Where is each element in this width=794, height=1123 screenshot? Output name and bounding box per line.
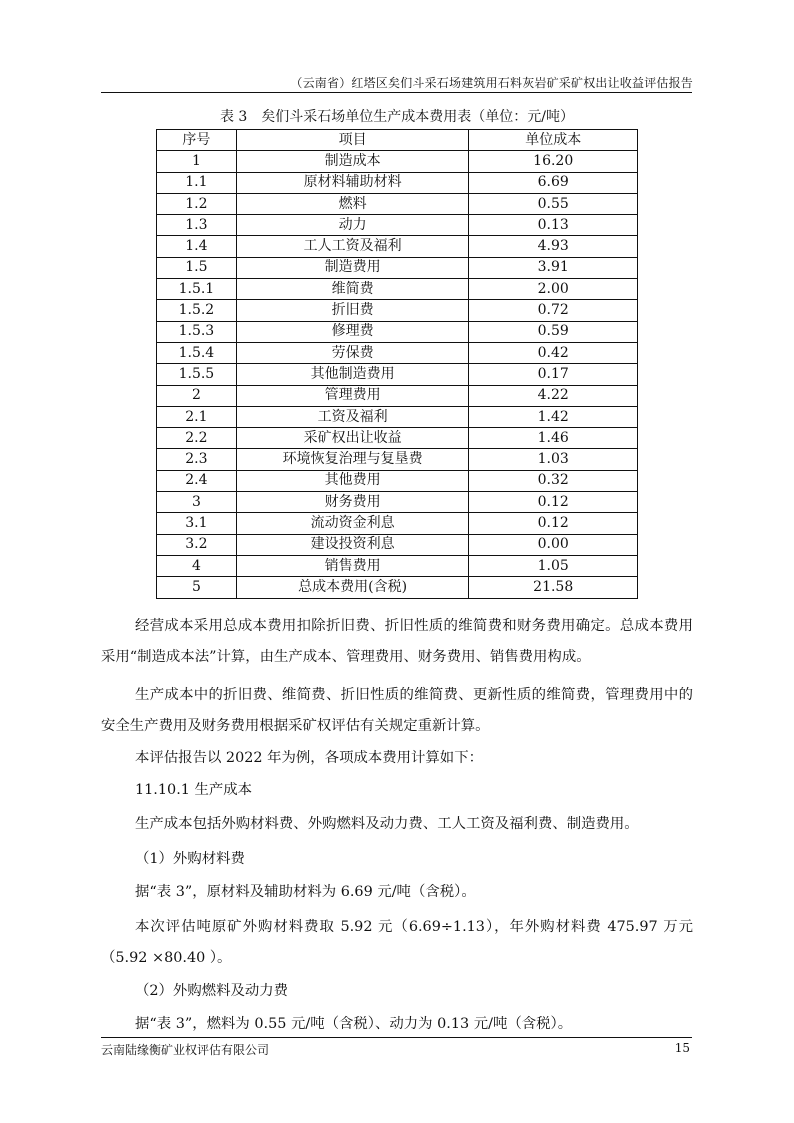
- subheading-purchased-materials: （1）外购材料费: [135, 851, 245, 867]
- cell-index: 1.4: [157, 236, 237, 257]
- cell-unit-cost: 1.42: [469, 406, 638, 427]
- cell-item: 折旧费: [236, 300, 469, 321]
- cell-unit-cost: 3.91: [469, 257, 638, 278]
- cell-index: 4: [157, 555, 237, 576]
- cell-index: 1.5.2: [157, 300, 237, 321]
- cell-item: 制造费用: [236, 257, 469, 278]
- cell-unit-cost: 0.59: [469, 321, 638, 342]
- header-divider: [101, 92, 692, 93]
- cell-unit-cost: 2.00: [469, 279, 638, 300]
- footer-divider: [101, 1037, 692, 1038]
- table-row: [157, 385, 638, 406]
- running-header: （云南省）红塔区矣们斗采石场建筑用石料灰岩矿采矿权出让收益评估报告: [290, 76, 693, 90]
- cell-unit-cost: 0.13: [469, 215, 638, 236]
- table-row: [157, 470, 638, 491]
- table-row: [157, 193, 638, 214]
- cell-item: 流动资金利息: [236, 513, 469, 534]
- cell-item: 工资及福利: [236, 406, 469, 427]
- cell-item: 环境恢复治理与复垦费: [236, 449, 469, 470]
- cell-index: 3.1: [157, 513, 237, 534]
- cell-index: 1.5.4: [157, 342, 237, 363]
- cell-item: 维简费: [236, 279, 469, 300]
- cell-item: 其他制造费用: [236, 364, 469, 385]
- table-row: [157, 492, 638, 513]
- column-header-index: 序号: [157, 130, 237, 151]
- table-row: [157, 555, 638, 576]
- cell-item: 采矿权出让收益: [236, 428, 469, 449]
- column-header-unit-cost: 单位成本: [469, 130, 638, 151]
- table-row: [157, 300, 638, 321]
- cell-item: 修理费: [236, 321, 469, 342]
- table-row: [157, 215, 638, 236]
- paragraph-fuel-power-per-table: 据“表 3”，燃料为 0.55 元/吨（含税）、动力为 0.13 元/吨（含税）。: [135, 1016, 573, 1032]
- cell-unit-cost: 0.32: [469, 470, 638, 491]
- table-row: [157, 236, 638, 257]
- cell-index: 1.5.1: [157, 279, 237, 300]
- cell-index: 1.1: [157, 172, 237, 193]
- cell-index: 3: [157, 492, 237, 513]
- cell-unit-cost: 0.00: [469, 534, 638, 555]
- cell-index: 1: [157, 151, 237, 172]
- cell-item: 动力: [236, 215, 469, 236]
- table-row: [157, 449, 638, 470]
- cell-index: 2.1: [157, 406, 237, 427]
- cell-item: 销售费用: [236, 555, 469, 576]
- table-row: [157, 577, 638, 598]
- cell-item: 劳保费: [236, 342, 469, 363]
- cell-index: 2.2: [157, 428, 237, 449]
- cell-index: 2.3: [157, 449, 237, 470]
- cell-index: 5: [157, 577, 237, 598]
- table-row: [157, 172, 638, 193]
- cell-unit-cost: 4.22: [469, 385, 638, 406]
- cell-index: 1.3: [157, 215, 237, 236]
- paragraph-materials-per-table: 据“表 3”，原材料及辅助材料为 6.69 元/吨（含税）。: [135, 884, 476, 900]
- cell-unit-cost: 0.42: [469, 342, 638, 363]
- footer-company: 云南陆缘衡矿业权评估有限公司: [101, 1043, 270, 1057]
- column-header-item: 项目: [236, 130, 469, 151]
- cell-item: 燃料: [236, 193, 469, 214]
- table-row: [157, 513, 638, 534]
- page-number: 15: [674, 1041, 690, 1055]
- subheading-fuel-and-power: （2）外购燃料及动力费: [135, 983, 289, 999]
- cell-unit-cost: 6.69: [469, 172, 638, 193]
- paragraph-operating-cost: 经营成本采用总成本费用扣除折旧费、折旧性质的维简费和财务费用确定。总成本费用采用“制造成本法”计算，由生产成本、管理费用、财务费用、销售费用构成。: [101, 618, 693, 665]
- table-header-row: [157, 130, 638, 151]
- cell-unit-cost: 21.58: [469, 577, 638, 598]
- cell-unit-cost: 0.55: [469, 193, 638, 214]
- cell-index: 1.2: [157, 193, 237, 214]
- cell-item: 原材料辅助材料: [236, 172, 469, 193]
- cell-item: 总成本费用(含税): [236, 577, 469, 598]
- paragraph-production-cost-scope: 生产成本包括外购材料费、外购燃料及动力费、工人工资及福利费、制造费用。: [135, 816, 639, 832]
- table-row: [157, 321, 638, 342]
- table-caption: 表 3 矣们斗采石场单位生产成本费用表（单位：元/吨）: [219, 109, 575, 125]
- paragraph-materials-calculation: 本次评估吨原矿外购材料费取 5.92 元（6.69÷1.13），年外购材料费 475.97 万元（5.92 ×80.40 ）。: [101, 919, 693, 966]
- table-row: [157, 257, 638, 278]
- cell-unit-cost: 0.12: [469, 513, 638, 534]
- cell-unit-cost: 0.72: [469, 300, 638, 321]
- cell-unit-cost: 0.17: [469, 364, 638, 385]
- paragraph-example-year: 本评估报告以 2022 年为例，各项成本费用计算如下：: [135, 750, 483, 766]
- cell-index: 1.5.3: [157, 321, 237, 342]
- cell-item: 管理费用: [236, 385, 469, 406]
- cell-index: 2: [157, 385, 237, 406]
- cell-unit-cost: 1.05: [469, 555, 638, 576]
- table-row: [157, 428, 638, 449]
- cell-item: 工人工资及福利: [236, 236, 469, 257]
- cell-index: 1.5.5: [157, 364, 237, 385]
- table-row: [157, 406, 638, 427]
- table-row: [157, 342, 638, 363]
- cell-item: 建设投资利息: [236, 534, 469, 555]
- unit-cost-table: [156, 129, 638, 599]
- table-row: [157, 151, 638, 172]
- section-heading-production-cost: 11.10.1 生产成本: [135, 782, 253, 798]
- table-row: [157, 364, 638, 385]
- cell-index: 1.5: [157, 257, 237, 278]
- paragraph-recalculation: 生产成本中的折旧费、维简费、折旧性质的维简费、更新性质的维简费，管理费用中的安全生产费用及财务费用根据采矿权评估有关规定重新计算。: [101, 687, 693, 734]
- cell-unit-cost: 0.12: [469, 492, 638, 513]
- cell-item: 其他费用: [236, 470, 469, 491]
- cell-unit-cost: 4.93: [469, 236, 638, 257]
- cell-unit-cost: 16.20: [469, 151, 638, 172]
- cell-item: 制造成本: [236, 151, 469, 172]
- cell-unit-cost: 1.46: [469, 428, 638, 449]
- table-row: [157, 279, 638, 300]
- cell-unit-cost: 1.03: [469, 449, 638, 470]
- table-row: [157, 534, 638, 555]
- cell-index: 2.4: [157, 470, 237, 491]
- cell-item: 财务费用: [236, 492, 469, 513]
- cell-index: 3.2: [157, 534, 237, 555]
